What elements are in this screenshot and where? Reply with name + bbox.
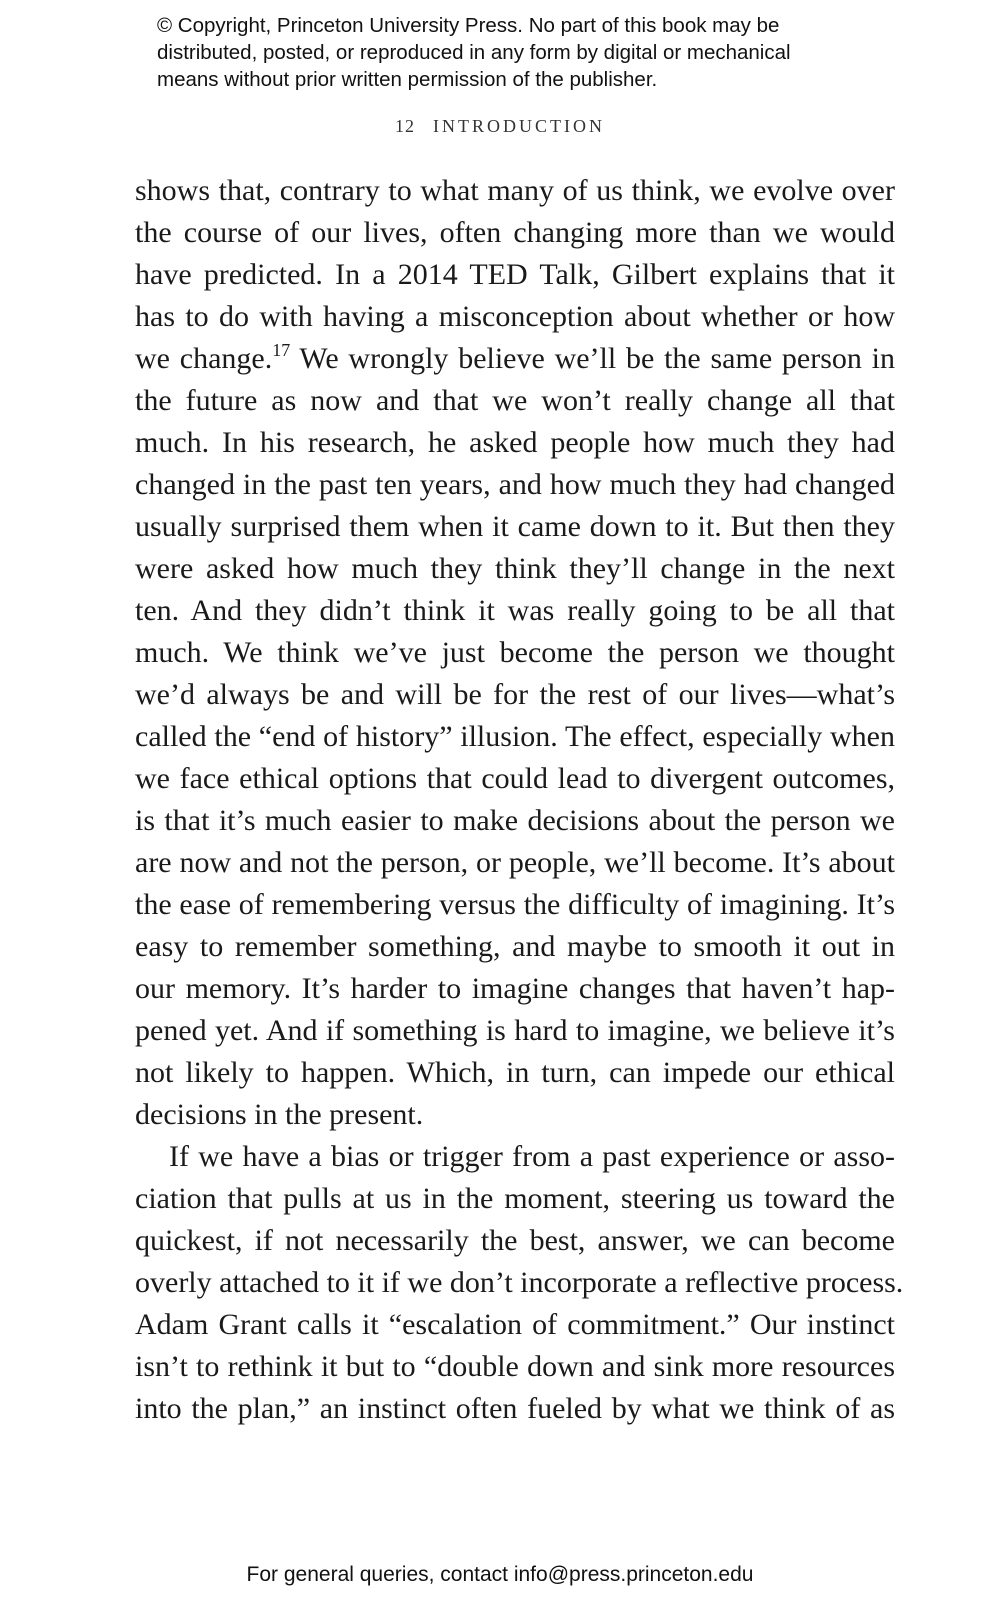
text-line: we face ethical options that could lead to divergent outcomes, [135, 762, 895, 795]
text-line-with-footnote [135, 338, 895, 380]
text-line: Adam Grant calls it “escalation of commitment.” Our instinct [135, 1308, 895, 1341]
paragraph-1 [135, 170, 895, 1136]
text-line: not likely to happen. Which, in turn, can impede our ethical [135, 1056, 895, 1089]
footnote-reference[interactable]: 17 [272, 340, 291, 360]
text-line: were asked how much they think they’ll change in the next [135, 552, 895, 585]
text-line: easy to remember something, and maybe to smooth it out in [135, 930, 895, 963]
text-line: changed in the past ten years, and how much they had changed [135, 468, 895, 501]
text-line: the ease of remembering versus the difficulty of imagining. It’s [135, 888, 895, 921]
text-line: called the “end of history” illusion. The effect, especially when [135, 720, 895, 753]
text-line: pened yet. And if something is hard to imagine, we believe it’s [135, 1014, 895, 1047]
text-line: much. In his research, he asked people how much they had [135, 426, 895, 459]
text-line: have predicted. In a 2014 TED Talk, Gilbert explains that it [135, 258, 895, 291]
text-line: into the plan,” an instinct often fueled by what we think of as [135, 1392, 895, 1425]
text-line: usually surprised them when it came down to it. But then they [135, 510, 895, 543]
text-fragment: We wrongly believe we’ll be the same person in [290, 342, 895, 375]
text-line: the course of our lives, often changing more than we would [135, 216, 895, 249]
copyright-notice [157, 12, 877, 93]
running-head [0, 116, 1000, 137]
text-line: decisions in the present. [135, 1098, 424, 1131]
copyright-line: © Copyright, Princeton University Press. No part of this book may be [157, 14, 780, 37]
page-number: 12 [395, 116, 415, 136]
text-line: quickest, if not necessarily the best, answer, we can become [135, 1224, 895, 1257]
text-line: shows that, contrary to what many of us think, we evolve over [135, 174, 895, 207]
section-title: INTRODUCTION [433, 116, 605, 136]
text-line: ciation that pulls at us in the moment, steering us toward the [135, 1182, 895, 1215]
footer-contact: For general queries, contact info@press.princeton.edu [246, 1563, 754, 1586]
text-line: we’d always be and will be for the rest of our lives—what’s [135, 678, 895, 711]
body-text [135, 170, 904, 1430]
text-fragment: we change. [135, 342, 273, 375]
text-line: ten. And they didn’t think it was really going to be all that [135, 594, 895, 627]
text-line: If we have a bias or trigger from a past experience or asso- [169, 1140, 895, 1173]
text-line: isn’t to rethink it but to “double down and sink more resources [135, 1350, 895, 1383]
text-line: much. We think we’ve just become the person we thought [135, 636, 895, 669]
text-line: has to do with having a misconception about whether or how [135, 300, 895, 333]
copyright-line: distributed, posted, or reproduced in any form by digital or mechanical [157, 41, 791, 64]
text-line: are now and not the person, or people, we’ll become. It’s about [135, 846, 895, 879]
copyright-line: means without prior written permission of the publisher. [157, 68, 658, 91]
text-line: the future as now and that we won’t really change all that [135, 384, 895, 417]
paragraph-2 [135, 1136, 904, 1430]
text-line: our memory. It’s harder to imagine changes that haven’t hap- [135, 972, 895, 1005]
text-line: overly attached to it if we don’t incorporate a reflective process. [135, 1266, 904, 1299]
text-line: is that it’s much easier to make decisions about the person we [135, 804, 895, 837]
